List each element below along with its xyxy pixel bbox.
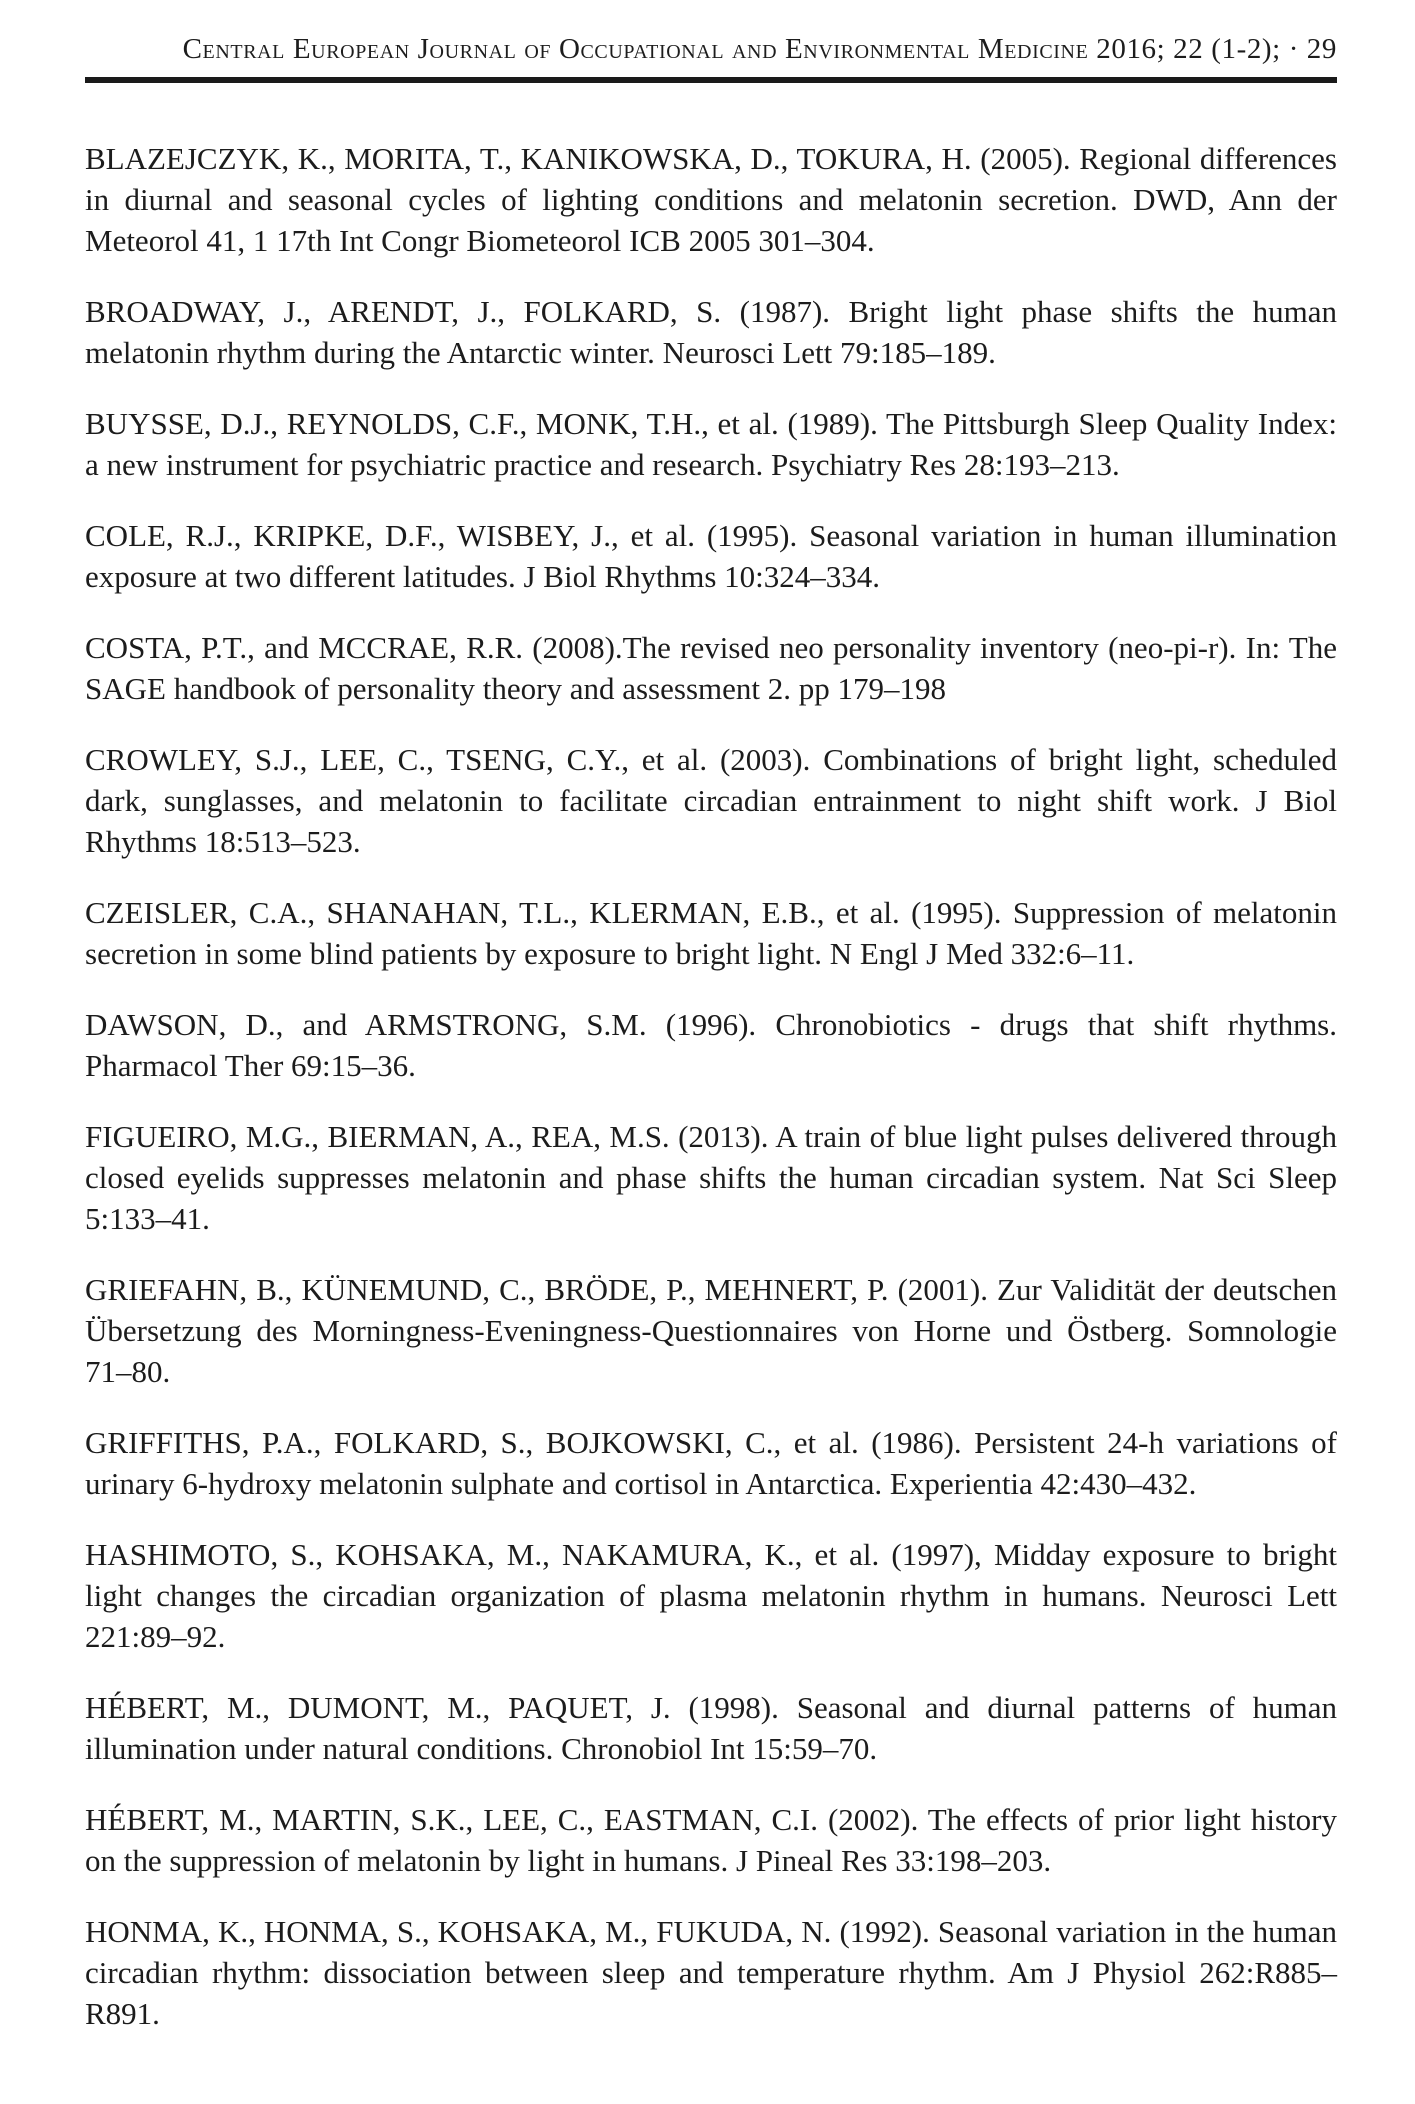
reference-entry: CROWLEY, S.J., LEE, C., TSENG, C.Y., et al. (2003). Combinations of bright light, scheduled dark, sunglasses, and melatonin to facilitate circadian entrainment to night shift work. J Biol Rhythms 18:513–523. — [85, 742, 1337, 859]
reference-entry: BUYSSE, D.J., REYNOLDS, C.F., MONK, T.H., et al. (1989). The Pittsburgh Sleep Quality Index: a new instrument for psychiatric practice and research. Psychiatry Res 28:193–213. — [85, 406, 1337, 482]
reference-entry: HONMA, K., HONMA, S., KOHSAKA, M., FUKUDA, N. (1992). Seasonal variation in the human circadian rhythm: dissociation between sleep and temperature rhythm. Am J Physiol 262:R885–R891. — [85, 1914, 1337, 2031]
reference-entry: DAWSON, D., and ARMSTRONG, S.M. (1996). Chronobiotics - drugs that shift rhythms. Pharmacol Ther 69:15–36. — [85, 1007, 1337, 1083]
reference-entry: CZEISLER, C.A., SHANAHAN, T.L., KLERMAN, E.B., et al. (1995). Suppression of melatonin secretion in some blind patients by exposure to bright light. N Engl J Med 332:6–11. — [85, 895, 1337, 971]
references-list — [85, 138, 1337, 2034]
reference-entry: HÉBERT, M., DUMONT, M., PAQUET, J. (1998). Seasonal and diurnal patterns of human illumination under natural conditions. Chronobiol Int 15:59–70. — [85, 1690, 1337, 1766]
reference-entry: FIGUEIRO, M.G., BIERMAN, A., REA, M.S. (2013). A train of blue light pulses delivered through closed eyelids suppresses melatonin and phase shifts the human circadian system. Nat Sci Sleep 5:133–41. — [85, 1119, 1337, 1236]
journal-header-line: Central European Journal of Occupational and Environmental Medicine 2016; 22 (1-2); · 29 — [182, 33, 1337, 65]
reference-entry: HASHIMOTO, S., KOHSAKA, M., NAKAMURA, K., et al. (1997), Midday exposure to bright light changes the circadian organization of plasma melatonin rhythm in humans. Neurosci Lett 221:89–92. — [85, 1537, 1337, 1654]
header-rule — [85, 77, 1337, 83]
reference-entry: GRIEFAHN, B., KÜNEMUND, C., BRÖDE, P., MEHNERT, P. (2001). Zur Validität der deutschen Übersetzung des Morningness-Eveningness-Questionnaires von Horne und Östberg. Somnologie 71–80. — [85, 1272, 1337, 1389]
reference-entry: GRIFFITHS, P.A., FOLKARD, S., BOJKOWSKI, C., et al. (1986). Persistent 24-h variations of urinary 6-hydroxy melatonin sulphate and cortisol in Antarctica. Experientia 42:430–432. — [85, 1425, 1337, 1501]
reference-entry: BROADWAY, J., ARENDT, J., FOLKARD, S. (1987). Bright light phase shifts the human melatonin rhythm during the Antarctic winter. Neurosci Lett 79:185–189. — [85, 294, 1337, 370]
reference-entry: COLE, R.J., KRIPKE, D.F., WISBEY, J., et al. (1995). Seasonal variation in human illumination exposure at two different latitudes. J Biol Rhythms 10:324–334. — [85, 518, 1337, 594]
reference-entry: HÉBERT, M., MARTIN, S.K., LEE, C., EASTMAN, C.I. (2002). The effects of prior light history on the suppression of melatonin by light in humans. J Pineal Res 33:198–203. — [85, 1802, 1337, 1878]
reference-entry: BLAZEJCZYK, K., MORITA, T., KANIKOWSKA, D., TOKURA, H. (2005). Regional differences in diurnal and seasonal cycles of lighting conditions and melatonin secretion. DWD, Ann der Meteorol 41, 1 17th Int Congr Biometeorol ICB 2005 301–304. — [85, 141, 1337, 258]
page-header — [85, 32, 1337, 83]
reference-entry: COSTA, P.T., and MCCRAE, R.R. (2008).The revised neo personality inventory (neo-pi-r). In: The SAGE handbook of personality theory and assessment 2. pp 179–198 — [85, 630, 1337, 706]
